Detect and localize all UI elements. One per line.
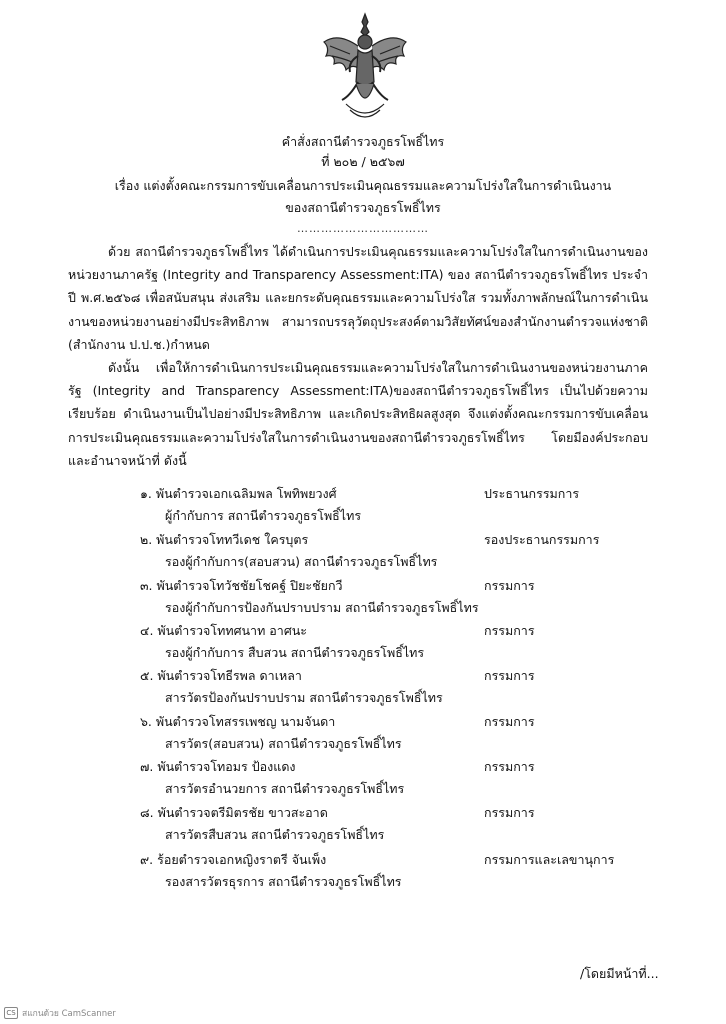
- member-name: ๕. พันตำรวจโทธีรพล ดาเหลา: [140, 668, 302, 683]
- member-name: ๖. พันตำรวจโทสรรเพชญ นามจันดา: [140, 714, 336, 729]
- continued-next-page: /โดยมีหน้าที่...: [580, 966, 659, 981]
- member-role: กรรมการ: [484, 578, 535, 593]
- garuda-emblem-icon: [320, 12, 410, 124]
- order-subject-continued: ของสถานีตำรวจภูธรโพธิ์ไทร: [285, 200, 441, 215]
- member-position: รองผู้กำกับการ(สอบสวน) สถานีตำรวจภูธรโพธิ์ไทร: [165, 554, 438, 569]
- member-name: ๑. พันตำรวจเอกเฉลิมพล โพทิพยวงศ์: [140, 486, 337, 501]
- member-name: ๔. พันตำรวจโททศนาท อาศนะ: [140, 623, 308, 638]
- member-role: กรรมการ: [484, 805, 535, 820]
- member-position: ผู้กำกับการ สถานีตำรวจภูธรโพธิ์ไทร: [165, 508, 362, 523]
- member-name: ๗. พันตำรวจโทอมร ป้องแดง: [140, 759, 296, 774]
- member-name: ๙. ร้อยตำรวจเอกหญิงราตรี จันเพ็ง: [140, 852, 327, 867]
- paragraph-1-text: ด้วย สถานีตำรวจภูธรโพธิ์ไทร ได้ดำเนินการประเมินคุณธรรมและความโปร่งใสในการดำเนินงานของหน่วยงานภาครัฐ (Integrity and Transparency Assessment:ITA) ของ สถานีตำรวจภูธรโพธิ์ไทร ประจำปี พ.ศ.๒๕๖๘ เพื่อสนับสนุน ส่งเสริม และยกระดับคุณธรรมและความโปร่งใส รวมทั้งภาพลักษณ์ในการดำเนินงานของหน่วยงานอย่างมีประสิทธิภาพ สามารถบรรลุวัตถุประสงค์ตามวิสัยทัศน์ของสำนักงานตำรวจแห่งชาติ (สำนักงาน ป.ป.ช.)กำหนด: [68, 244, 648, 352]
- paragraph-decision: [68, 356, 648, 472]
- camscanner-logo-icon: CS: [4, 1007, 18, 1019]
- member-position: รองสารวัตรธุรการ สถานีตำรวจภูธรโพธิ์ไทร: [165, 874, 402, 889]
- member-role: กรรมการและเลขานุการ: [484, 852, 615, 867]
- member-name: ๓. พันตำรวจโทวัชชัยโชคฐ์ ปิยะชัยกวี: [140, 578, 343, 593]
- member-name: ๒. พันตำรวจโททวีเดช ใครบุตร: [140, 532, 309, 547]
- paragraph-background: [68, 240, 648, 356]
- member-position: สารวัตรป้องกันปราบปราม สถานีตำรวจภูธรโพธิ์ไทร: [165, 690, 443, 705]
- member-role: กรรมการ: [484, 623, 535, 638]
- member-role: กรรมการ: [484, 668, 535, 683]
- member-role: กรรมการ: [484, 759, 535, 774]
- member-position: รองผู้กำกับการป้องกันปราบปราม สถานีตำรวจภูธรโพธิ์ไทร: [165, 600, 479, 615]
- separator-dots: ……………………………: [297, 222, 429, 235]
- member-position: สารวัตร(สอบสวน) สถานีตำรวจภูธรโพธิ์ไทร: [165, 736, 402, 751]
- scanner-watermark-text: สแกนด้วย CamScanner: [22, 1009, 116, 1019]
- member-name: ๘. พันตำรวจตรีมิตรชัย ขาวสะอาด: [140, 805, 328, 820]
- order-number: ที่ ๒๐๒ / ๒๕๖๗: [321, 154, 405, 169]
- scanner-watermark: [4, 1006, 116, 1020]
- member-role: รองประธานกรรมการ: [484, 532, 600, 547]
- paragraph-2-text: ดังนั้น เพื่อให้การดำเนินการประเมินคุณธรรมและความโปร่งใสในการดำเนินงานของหน่วยงานภาครัฐ (Integrity and Transparency Assessment:ITA)ของสถานีตำรวจภูธรโพธิ์ไทร เป็นไปด้วยความเรียบร้อย ดำเนินงานเป็นไปอย่างมีประสิทธิภาพ และเกิดประสิทธิผลสูงสุด จึงแต่งตั้งคณะกรรมการขับเคลื่อนการประเมินคุณธรรมและความโปร่งใสในการดำเนินงานของสถานีตำรวจภูธรโพธิ์ไทร โดยมีองค์ประกอบและอำนาจหน้าที่ ดังนี้: [68, 360, 648, 468]
- member-position: รองผู้กำกับการ สืบสวน สถานีตำรวจภูธรโพธิ์ไทร: [165, 645, 425, 660]
- order-title: คำสั่งสถานีตำรวจภูธรโพธิ์ไทร: [281, 134, 445, 149]
- member-position: สารวัตรสืบสวน สถานีตำรวจภูธรโพธิ์ไทร: [165, 827, 385, 842]
- member-position: สารวัตรอำนวยการ สถานีตำรวจภูธรโพธิ์ไทร: [165, 781, 405, 796]
- member-role: ประธานกรรมการ: [484, 486, 580, 501]
- order-subject: เรื่อง แต่งตั้งคณะกรรมการขับเคลื่อนการประเมินคุณธรรมและความโปร่งใสในการดำเนินงาน: [114, 178, 612, 193]
- member-role: กรรมการ: [484, 714, 535, 729]
